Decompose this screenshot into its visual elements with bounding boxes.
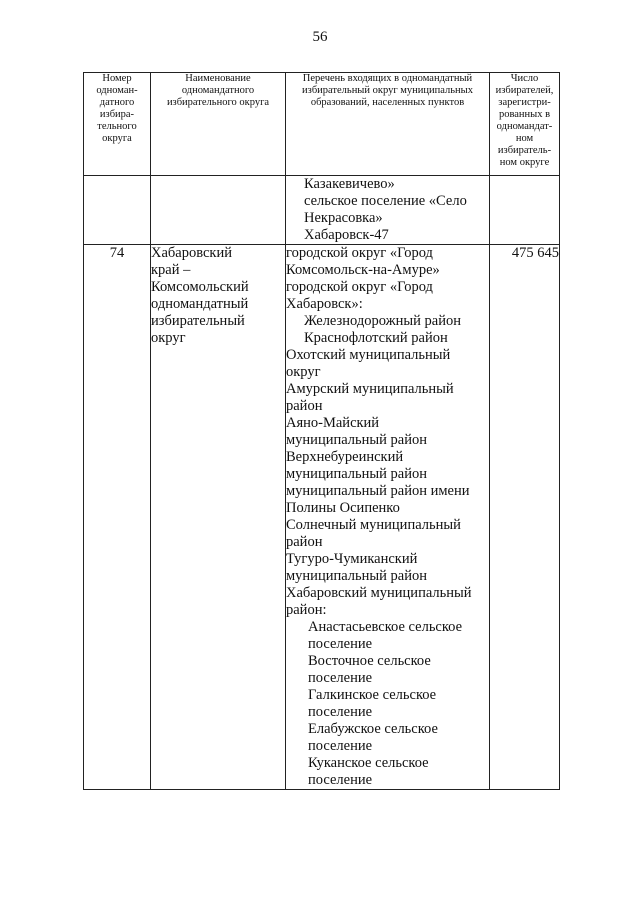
composition-line: Хабаровский муниципальный — [286, 585, 472, 601]
composition-line: Верхнебуреинский — [286, 449, 404, 465]
composition-line: Краснофлотский район — [304, 330, 448, 346]
composition-line: Аяно-Майский — [286, 415, 380, 431]
district-number: 74 — [84, 245, 151, 790]
composition-line: Анастасьевское сельское — [308, 619, 463, 635]
header-district-composition: Перечень входящих в одномандатный избирательный округ муниципальных образований, населенных пунктов — [286, 73, 490, 176]
districts-table — [83, 72, 560, 790]
table-row — [84, 245, 560, 790]
composition-line: поселение — [308, 738, 373, 754]
composition-line: муниципальный район — [286, 466, 427, 482]
composition-line: поселение — [308, 704, 373, 720]
composition-line: Галкинское сельское — [308, 687, 437, 703]
district-name — [151, 245, 286, 790]
composition-line: муниципальный район — [286, 432, 427, 448]
composition-line: городской округ «Город — [286, 279, 433, 295]
composition-line: муниципальный район имени — [286, 483, 470, 499]
composition-line: Елабужское сельское — [308, 721, 438, 737]
composition-line: городской округ «Город — [286, 245, 433, 261]
district-name-line: избирательный — [151, 313, 245, 329]
composition-line: Хабаровск»: — [286, 296, 363, 312]
composition-line: район — [286, 534, 323, 550]
header-voter-count: Число избирателей, зарегистри-рованных в одномандат-ном избиратель-ном округе — [490, 73, 560, 176]
district-name-line: край – — [151, 262, 191, 278]
cell-empty — [151, 176, 286, 245]
district-name-line: Комсомольский — [151, 279, 249, 295]
district-composition — [286, 245, 490, 790]
composition-line: Хабаровск-47 — [304, 227, 389, 243]
composition-line: сельское поселение «Село — [304, 193, 467, 209]
composition-line: район: — [286, 602, 327, 618]
header-district-number: Номер одноман-датного избира-тельного округа — [84, 73, 151, 176]
composition-line: Полины Осипенко — [286, 500, 400, 516]
composition-line: Некрасовка» — [304, 210, 383, 226]
table-row-continued — [84, 176, 560, 245]
composition-line: Тугуро-Чумиканский — [286, 551, 418, 567]
composition-line: Амурский муниципальный — [286, 381, 454, 397]
composition-line: поселение — [308, 636, 373, 652]
table-header-row — [84, 73, 560, 176]
voter-count: 475 645 — [490, 245, 560, 790]
composition-line: Комсомольск-на-Амуре» — [286, 262, 440, 278]
header-district-name: Наименование одномандатного избирательного округа — [151, 73, 286, 176]
cell-empty — [490, 176, 560, 245]
composition-line: округ — [286, 364, 321, 380]
composition-line: Солнечный муниципальный — [286, 517, 461, 533]
district-name-line: округ — [151, 330, 186, 346]
cell-continued-composition — [286, 176, 490, 245]
composition-line: муниципальный район — [286, 568, 427, 584]
composition-line: Казакевичево» — [304, 176, 395, 192]
composition-line: поселение — [308, 772, 373, 788]
page-number: 56 — [312, 29, 328, 45]
composition-line: Куканское сельское — [308, 755, 429, 771]
composition-line: Восточное сельское — [308, 653, 431, 669]
district-name-line: Хабаровский — [151, 245, 232, 261]
composition-line: поселение — [308, 670, 373, 686]
composition-line: Охотский муниципальный — [286, 347, 451, 363]
cell-empty — [84, 176, 151, 245]
composition-line: Железнодорожный район — [304, 313, 461, 329]
composition-line: район — [286, 398, 323, 414]
district-name-line: одномандатный — [151, 296, 249, 312]
